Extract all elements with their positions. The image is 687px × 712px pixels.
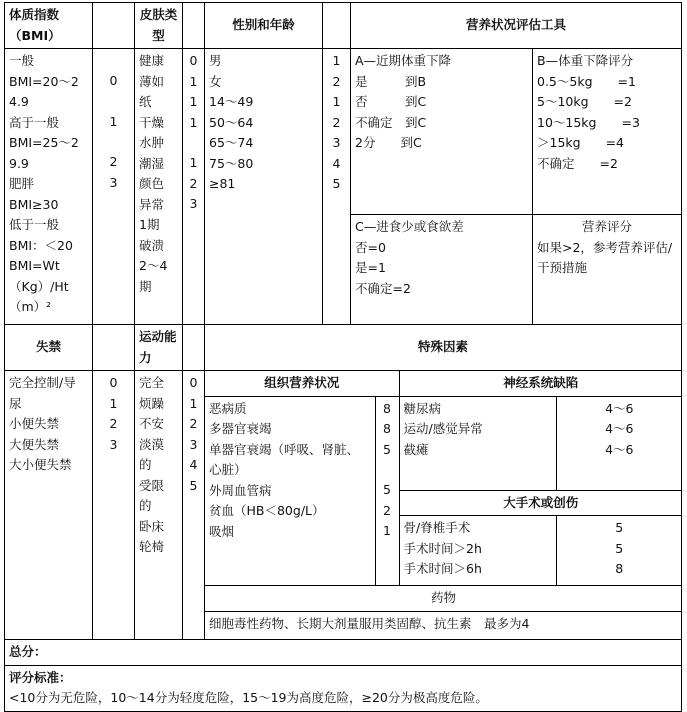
sex-age-score: 3 [332, 135, 341, 150]
skin-line: 纸 [139, 94, 152, 109]
surgery-cell [399, 516, 556, 586]
neuro-score-cell [556, 396, 682, 490]
sex-age-item: 14～49 [209, 94, 254, 109]
tissue-item: 恶病质 [209, 400, 247, 416]
bmi-score: 0 [109, 73, 118, 88]
sex-age-score: 2 [332, 73, 341, 89]
neuro-score: 4～6 [605, 421, 634, 436]
mobility-line: 轮椅 [139, 539, 165, 554]
surgery-item: 手术时间＞2h [403, 540, 482, 556]
nutrition-a-cell [351, 49, 533, 215]
mobility-score: 4 [189, 457, 198, 472]
header-special: 特殊因素 [205, 325, 682, 371]
mobility-line: 卧床 [139, 518, 165, 534]
bmi-line: 一般 [9, 53, 35, 68]
sex-age-item: ≥81 [209, 176, 236, 191]
sex-age-score: 1 [332, 94, 341, 109]
mobility-line: 烦躁 [139, 395, 165, 411]
nutrition-a-item: 2分 到C [355, 135, 422, 150]
header-incontinence-score [93, 325, 135, 371]
incontinence-score: 3 [109, 436, 118, 452]
neuro-cell [399, 396, 556, 490]
mobility-line: 的 [139, 498, 152, 513]
skin-score: 2 [189, 175, 198, 191]
mobility-cell [135, 371, 183, 640]
skin-score: 3 [189, 196, 198, 211]
skin-line: 薄如 [139, 73, 165, 89]
incontinence-item: 完全控制/导尿 [9, 375, 76, 411]
header-nutrition-tool: 营养状况评估工具 [351, 3, 682, 49]
bmi-score: 1 [109, 113, 118, 129]
sex-age-cell [205, 49, 323, 325]
header-mobility-score [183, 325, 205, 371]
skin-score: 0 [189, 53, 198, 68]
sex-age-item: 50～64 [209, 114, 254, 130]
assessment-table [4, 2, 682, 712]
skin-score-cell [183, 49, 205, 325]
bmi-cell [5, 49, 93, 325]
bmi-line: 高于一般 [9, 114, 60, 130]
nutrition-a-title: A—近期体重下降 [355, 53, 452, 68]
mobility-score: 1 [189, 395, 198, 411]
sex-age-item: 男 [209, 53, 222, 68]
total-row [5, 640, 682, 666]
header-tissue: 组织营养状况 [205, 371, 399, 396]
incontinence-item: 大便失禁 [9, 436, 60, 452]
tissue-score: 8 [383, 421, 391, 436]
bmi-line: （Kg）/Ht [9, 278, 69, 294]
nutrition-score-text: 如果>2，参考营养评估/干预措施 [537, 239, 673, 275]
skin-line: 1期 [139, 217, 160, 232]
skin-cell [135, 49, 183, 325]
mobility-line: 受限 [139, 477, 165, 493]
nutrition-a-item: 不确定 到C [355, 114, 427, 130]
bmi-line: 9.9 [9, 155, 29, 171]
tissue-score: 2 [383, 502, 391, 518]
tissue-item: 吸烟 [209, 523, 235, 539]
skin-score: 1 [189, 114, 198, 130]
nutrition-c-title: C—进食少或食欲差 [355, 219, 464, 234]
nutrition-c-cell [351, 215, 533, 325]
incontinence-item: 小便失禁 [9, 416, 60, 431]
bmi-score: 2 [109, 154, 118, 169]
mobility-score: 2 [189, 416, 198, 431]
nutrition-b-item: 0.5～5kg =1 [537, 73, 636, 89]
criteria-text: <10分为无危险，10～14分为轻度危险，15～19为高度危险，≥20分为极高度危险。 [9, 690, 488, 705]
bmi-line: BMI=20～2 [9, 73, 79, 89]
skin-line: 2～4 [139, 258, 168, 273]
tissue-item: 单器官衰竭（呼吸、肾脏、心脏） [209, 441, 360, 477]
bmi-line: BMI=25～2 [9, 135, 79, 150]
skin-line: 异常 [139, 196, 165, 212]
skin-line: 潮湿 [139, 155, 165, 171]
neuro-item: 运动/感觉异常 [403, 421, 483, 436]
tissue-cell [205, 396, 375, 586]
skin-line: 颜色 [139, 176, 165, 191]
incontinence-cell [5, 371, 93, 640]
mobility-line: 完全 [139, 375, 165, 390]
drugs-cell [205, 611, 682, 639]
bmi-score: 3 [109, 174, 118, 190]
tissue-item: 外周血管病 [209, 482, 272, 498]
nutrition-a-item: 是 到B [355, 73, 427, 89]
nutrition-b-item: 10～15kg =3 [537, 114, 640, 130]
mobility-score: 3 [189, 436, 198, 452]
surgery-item: 骨/脊椎手术 [403, 520, 471, 535]
nutrition-c-item: 不确定=2 [355, 280, 411, 296]
header-skin-score [183, 3, 205, 49]
mobility-line: 淡漠 [139, 436, 165, 452]
incontinence-score: 1 [109, 395, 118, 411]
skin-line: 期 [139, 278, 152, 294]
sex-age-score: 4 [332, 155, 341, 171]
incontinence-score-cell [93, 371, 135, 640]
tissue-score: 1 [383, 523, 391, 538]
header-bmi-score [93, 3, 135, 49]
header-mobility: 运动能力 [135, 325, 183, 371]
tissue-item: 多器官衰竭 [209, 421, 272, 436]
header-sex-age: 性别和年龄 [205, 3, 323, 49]
neuro-score: 4～6 [605, 441, 634, 457]
skin-score: 1 [189, 73, 198, 89]
bmi-score-cell [93, 49, 135, 325]
drugs-text: 细胞毒性药物、长期大剂量服用类固醇、抗生素 最多为4 [209, 615, 530, 631]
header-surgery: 大手术或创伤 [399, 490, 682, 516]
nutrition-b-title: B—体重下降评分 [537, 53, 634, 68]
header-skin: 皮肤类型 [135, 3, 183, 49]
tissue-item: 贫血（HB＜80g/L） [209, 503, 325, 518]
nutrition-b-cell [533, 49, 682, 215]
incontinence-score: 0 [109, 375, 118, 390]
bmi-line: （m）² [9, 299, 52, 314]
mobility-score: 5 [189, 477, 198, 493]
surgery-score: 5 [615, 520, 624, 535]
skin-line: 健康 [139, 53, 165, 68]
header-drugs: 药物 [205, 586, 682, 612]
bmi-line: BMI：＜20 [9, 237, 73, 253]
header-sex-age-score [323, 3, 351, 49]
nutrition-b-item: ＞15kg =4 [537, 135, 625, 150]
skin-line: 破溃 [139, 237, 165, 253]
bmi-line: 肥胖 [9, 176, 35, 191]
skin-score: 1 [189, 155, 198, 170]
skin-line: 水肿 [139, 135, 165, 150]
sex-age-score: 5 [332, 176, 341, 191]
nutrition-a-item: 否 到C [355, 94, 427, 109]
mobility-line: 的 [139, 457, 152, 472]
special-factors-table [205, 371, 682, 639]
nutrition-b-item: 不确定 =2 [537, 155, 618, 171]
surgery-score: 8 [615, 561, 624, 576]
surgery-score: 5 [615, 540, 624, 556]
header-bmi: 体质指数（BMI） [5, 3, 93, 49]
tissue-score: 5 [383, 482, 391, 497]
bmi-line: 低于一般 [9, 217, 60, 232]
criteria-label: 评分标准： [9, 669, 72, 685]
special-factors-cell [205, 371, 682, 640]
nutrition-b-item: 5～10kg =2 [537, 94, 632, 109]
sex-age-score: 2 [332, 114, 341, 130]
sex-age-score-cell [323, 49, 351, 325]
mobility-score: 0 [189, 375, 198, 390]
sex-age-score: 1 [332, 53, 341, 68]
header-neuro: 神经系统缺陷 [399, 371, 682, 396]
bmi-line: BMI=Wt [9, 258, 60, 273]
mobility-line: 不安 [139, 416, 165, 431]
nutrition-score-title: 营养评分 [582, 219, 633, 234]
incontinence-score: 2 [109, 416, 118, 431]
header-incontinence: 失禁 [5, 325, 93, 371]
tissue-score-cell [375, 396, 399, 586]
total-label: 总分： [9, 644, 47, 659]
sex-age-item: 女 [209, 73, 222, 89]
tissue-score: 5 [383, 441, 391, 457]
bmi-line: BMI≥30 [9, 196, 59, 212]
incontinence-item: 大小便失禁 [9, 457, 72, 472]
surgery-score-cell [556, 516, 682, 586]
bmi-line: 4.9 [9, 94, 29, 109]
criteria-row [5, 665, 682, 711]
mobility-score-cell [183, 371, 205, 640]
nutrition-score-cell [533, 215, 682, 325]
skin-score: 1 [189, 94, 198, 109]
sex-age-item: 65～74 [209, 135, 254, 150]
tissue-score: 8 [383, 400, 391, 416]
skin-line: 干燥 [139, 114, 165, 130]
neuro-item: 截瘫 [403, 441, 429, 457]
sex-age-item: 75～80 [209, 155, 254, 171]
nutrition-c-item: 否=0 [355, 239, 386, 255]
nutrition-c-item: 是=1 [355, 260, 386, 275]
neuro-item: 糖尿病 [403, 400, 442, 416]
surgery-item: 手术时间＞6h [403, 561, 482, 576]
neuro-score: 4～6 [605, 400, 634, 416]
